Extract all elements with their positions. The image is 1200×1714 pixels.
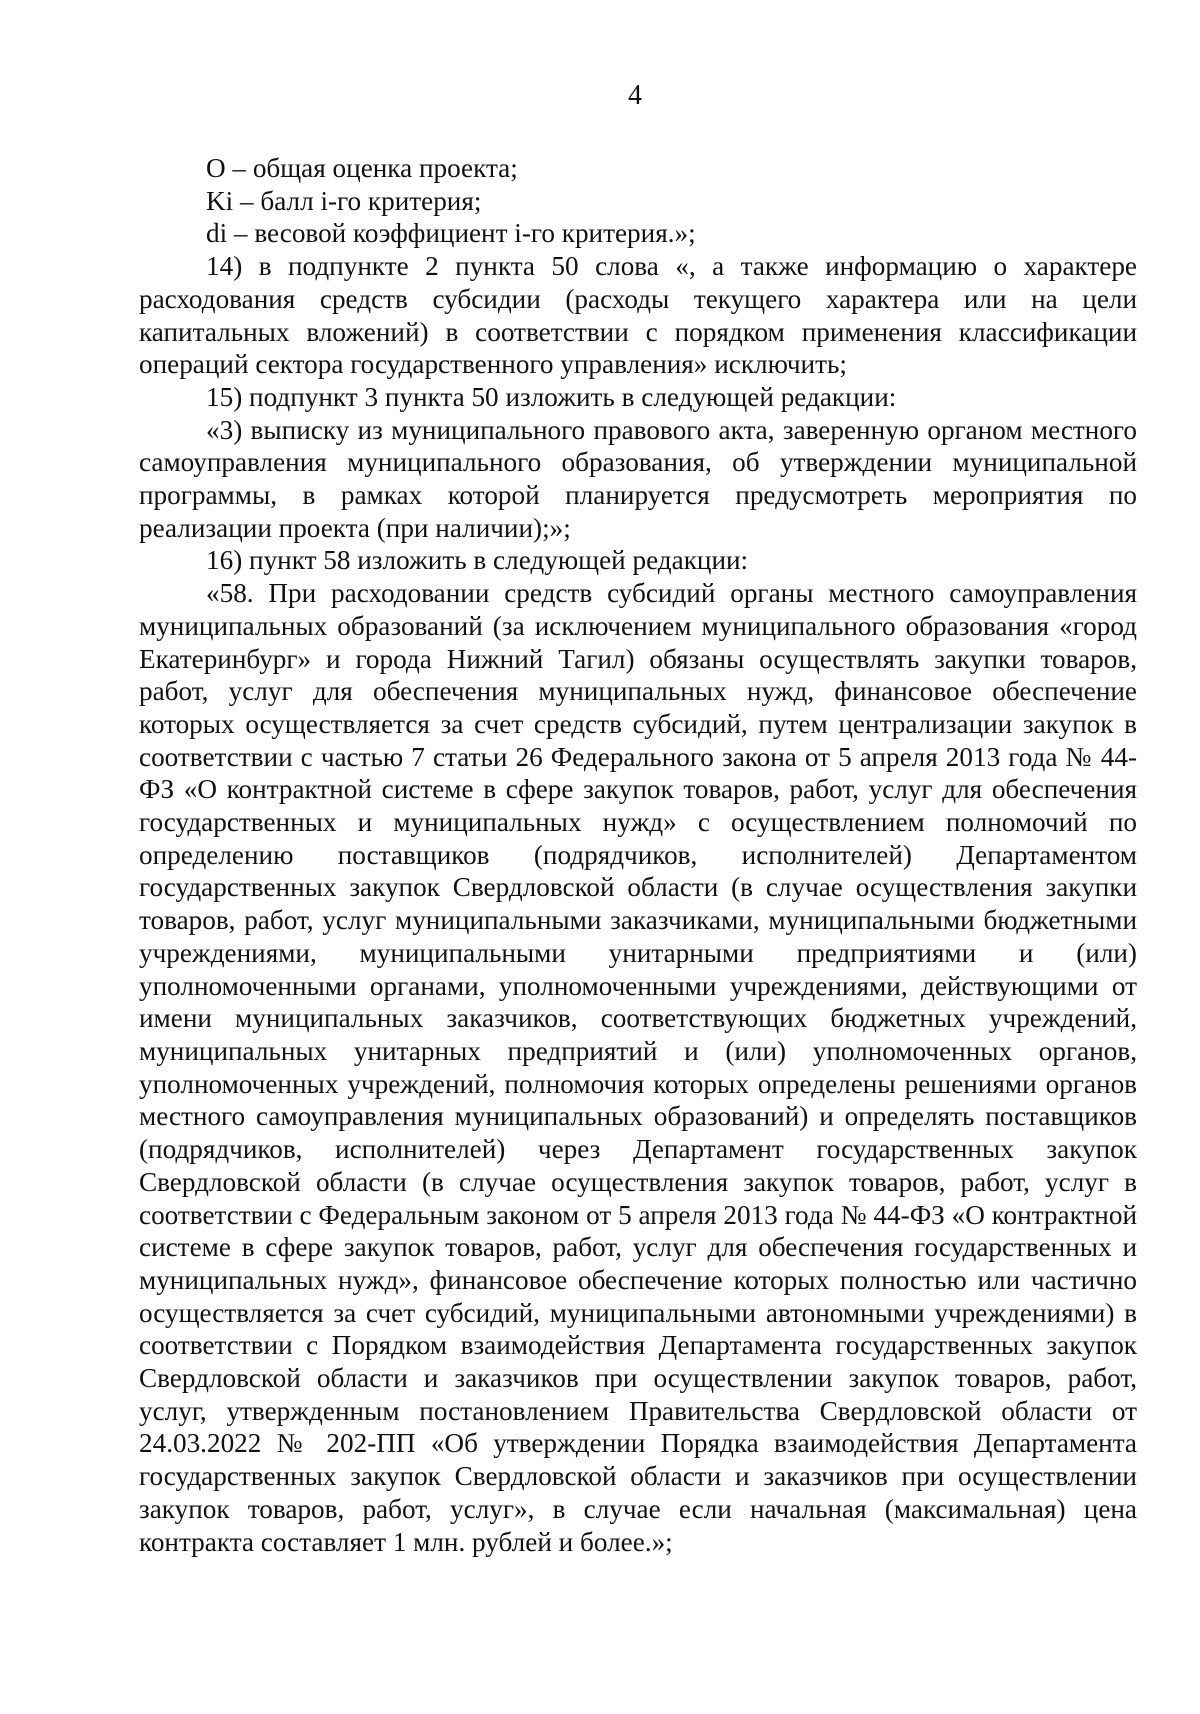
page-number: 4 [628, 80, 642, 111]
paragraph-legend-o: О – общая оценка проекта; [206, 153, 518, 183]
document-body [139, 152, 1137, 1558]
paragraph-legend-ki: Ki – балл i-го критерия; [206, 185, 482, 216]
paragraph-item-15-text: «3) выписку из муниципального правового акта, заверенную органом местного самоуправления муниципального образования, об утверждении муниципальной программы, в рамках которой планируется предусмотреть мероприятия по реализации проекта (при наличии);»; [139, 414, 1137, 543]
paragraph-item-15: 15) подпункт 3 пункта 50 изложить в следующей редакции: [206, 381, 897, 412]
paragraph-item-16: 16) пункт 58 изложить в следующей редакции: [206, 545, 749, 576]
paragraph-legend-di: di – весовой коэффициент i-го критерия.»; [206, 218, 696, 249]
paragraph-item-14: 14) в подпункте 2 пункта 50 слова «, а также информацию о характере расходования средств субсидии (расходы текущего характера или на цели капитальных вложений) в соответствии с порядком применения классификации операций сектора государственного управления» исключить; [139, 251, 1137, 380]
paragraph-item-58-text: «58. При расходовании средств субсидий органы местного самоуправления муниципальных образований (за исключением муниципального образования «город Екатеринбург» и города Нижний Тагил) обязаны осуществлять закупки товаров, работ, услуг для обеспечения муниципальных нужд, финансовое обеспечение которых осуществляется за счет средств субсидий, путем централизации закупок в соответствии с частью 7 статьи 26 Федерального закона от 5 апреля 2013 года № 44-ФЗ «О контрактной системе в сфере закупок товаров, работ, услуг для обеспечения государственных и муниципальных нужд» с осуществлением полномочий по определению поставщиков (подрядчиков, исполнителей) Департаментом государственных закупок Свердловской области (в случае осуществления закупки товаров, работ, услуг муниципальными заказчиками, муниципальными бюджетными учреждениями, муниципальными унитарными предприятиями и (или) уполномоченными органами, уполномоченными учреждениями, действующими от имени муниципальных заказчиков, соответствующих бюджетных учреждений, муниципальных унитарных предприятий и (или) уполномоченных органов, уполномоченных учреждений, полномочия которых определены решениями органов местного самоуправления муниципальных образований) и определять поставщиков (подрядчиков, исполнителей) через Департамент государственных закупок Свердловской области (в случае осуществления закупок товаров, работ, услуг в соответствии с Федеральным законом от 5 апреля 2013 года № 44-ФЗ «О контрактной системе в сфере закупок товаров, работ, услуг для обеспечения государственных и муниципальных нужд», финансовое обеспечение которых полностью или частично осуществляется за счет субсидий, муниципальными автономными учреждениями) в соответствии с Порядком взаимодействия Департамента государственных закупок Свердловской области и заказчиков при осуществлении закупок товаров, работ, услуг, утвержденным постановлением Правительства Свердловской области от 24.03.2022 № 202-ПП «Об утверждении Порядка взаимодействия Департамента государственных закупок Свердловской области и заказчиков при осуществлении закупок товаров, работ, услуг», в случае если начальная (максимальная) цена контракта составляет 1 млн. рублей и более.»; [139, 578, 1137, 1557]
